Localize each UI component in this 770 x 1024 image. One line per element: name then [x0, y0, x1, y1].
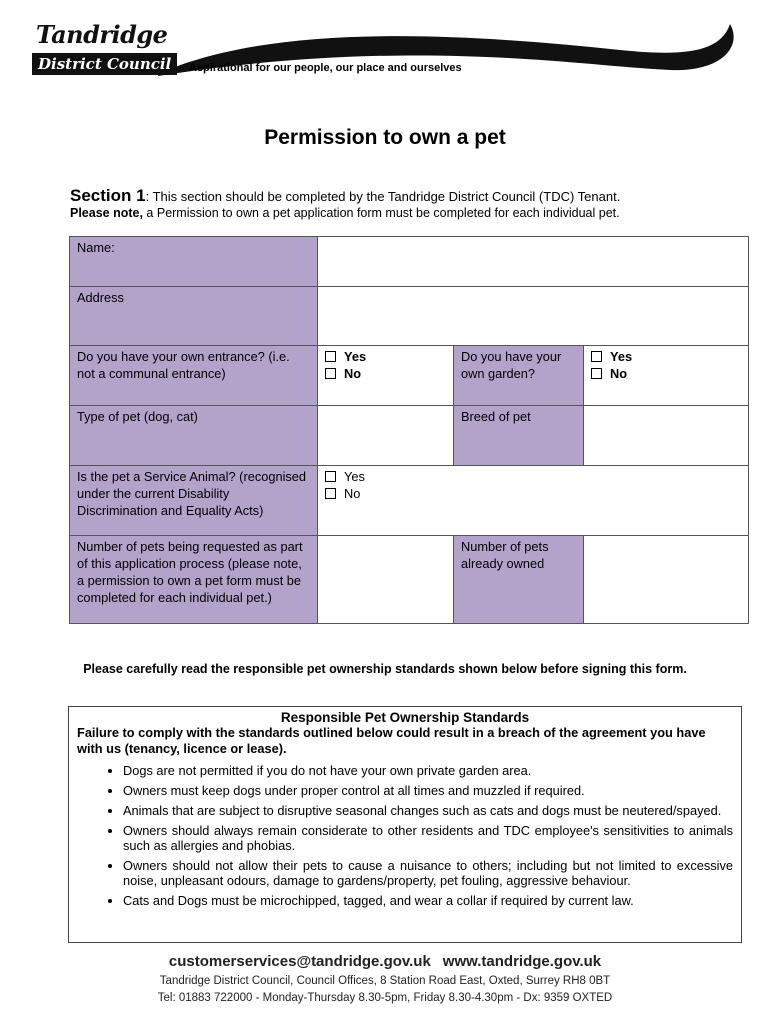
tagline: Aspirational for our people, our place and ourselves [189, 62, 462, 74]
entrance-label: Do you have your own entrance? (i.e. not a communal entrance) [70, 346, 318, 406]
pets-requested-label: Number of pets being requested as part of this application process (please note, a permission to own a pet form must be completed for each individual pet.) [70, 536, 318, 624]
breed-label: Breed of pet [454, 406, 584, 466]
standards-box [68, 706, 742, 943]
checkbox-icon[interactable] [591, 368, 602, 379]
logo-subtitle: District Council [32, 53, 177, 75]
garden-label: Do you have your own garden? [454, 346, 584, 406]
pet-type-field[interactable] [318, 406, 454, 466]
service-no-option[interactable]: No [325, 485, 741, 502]
page-title: Permission to own a pet [264, 126, 506, 149]
service-animal-label: Is the pet a Service Animal? (recognised under the current Disability Discrimination and Equality Acts) [70, 466, 318, 536]
read-instruction: Please carefully read the responsible pet ownership standards shown below before signing this form. [83, 662, 687, 676]
standards-title: Responsible Pet Ownership Standards [280, 710, 530, 725]
note-bold: Please note, [70, 206, 143, 220]
garden-options [584, 346, 749, 406]
list-item: • Cats and Dogs must be microchipped, tagged, and wear a collar if required by current law. [123, 893, 733, 908]
checkbox-icon[interactable] [325, 471, 336, 482]
footer-web-link[interactable]: www.tandridge.gov.uk [442, 953, 602, 970]
list-item: • Owners should always remain considerate to other residents and TDC employee's sensitivities to animals such as allergies and phobias. [123, 823, 733, 853]
address-field[interactable] [318, 287, 749, 346]
footer-address: Tandridge District Council, Council Offices, 8 Station Road East, Oxted, Surrey RH8 0BT [159, 975, 611, 987]
list-item: • Dogs are not permitted if you do not have your own private garden area. [123, 763, 733, 778]
list-item: • Owners should not allow their pets to cause a nuisance to others; including but not limited to excessive noise, unpleasant odours, damage to gardens/property, pet fouling, aggressive behaviour. [123, 858, 733, 888]
application-form [69, 236, 749, 624]
name-label: Name: [70, 237, 318, 287]
checkbox-icon[interactable] [325, 488, 336, 499]
garden-yes-option[interactable]: Yes [591, 348, 741, 365]
entrance-no-option[interactable]: No [325, 365, 446, 382]
section-label: Section 1 [70, 186, 146, 205]
footer-contact-hours: Tel: 01883 722000 - Monday-Thursday 8.30-5pm, Friday 8.30-4.30pm - Dx: 9359 OXTED [157, 992, 613, 1004]
pet-type-label: Type of pet (dog, cat) [70, 406, 318, 466]
service-animal-options [318, 466, 749, 536]
pets-requested-field[interactable] [318, 536, 454, 624]
service-yes-option[interactable]: Yes [325, 468, 741, 485]
address-label: Address [70, 287, 318, 346]
pets-owned-field[interactable] [584, 536, 749, 624]
name-field[interactable] [318, 237, 749, 287]
footer-contacts [0, 953, 770, 970]
list-item: • Animals that are subject to disruptive seasonal changes such as cats and dogs must be neutered/spayed. [123, 803, 733, 818]
checkbox-icon[interactable] [591, 351, 602, 362]
list-item: • Owners must keep dogs under proper control at all times and muzzled if required. [123, 783, 733, 798]
entrance-yes-option[interactable]: Yes [325, 348, 446, 365]
breed-field[interactable] [584, 406, 749, 466]
standards-list [69, 763, 741, 908]
garden-no-option[interactable]: No [591, 365, 741, 382]
note-text: a Permission to own a pet application form must be completed for each individual pet. [142, 206, 620, 220]
checkbox-icon[interactable] [325, 368, 336, 379]
section-intro [70, 186, 620, 206]
section-note [70, 206, 620, 220]
section-text: : This section should be completed by the Tandridge District Council (TDC) Tenant. [145, 189, 621, 204]
pets-owned-label: Number of pets already owned [454, 536, 584, 624]
footer-email-link[interactable]: customerservices@tandridge.gov.uk [168, 953, 431, 970]
standards-warning: Failure to comply with the standards outlined below could result in a breach of the agreement you have with us (tenancy, licence or lease). [77, 725, 706, 756]
entrance-options [318, 346, 454, 406]
logo-wordmark: Tandridge [36, 20, 168, 49]
checkbox-icon[interactable] [325, 351, 336, 362]
